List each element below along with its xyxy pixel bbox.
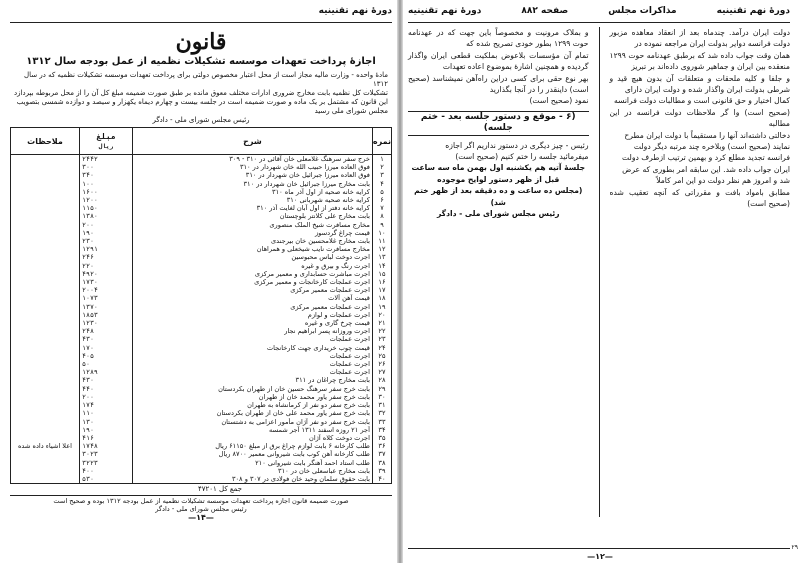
- row-number: ۳۶: [372, 442, 391, 450]
- row-note: [11, 450, 80, 458]
- paragraph-line: ایران جواب داده شد. این سابقه امر بطوری که عرض: [622, 164, 790, 174]
- row-amount: ۴۱۶: [80, 434, 133, 442]
- row-amount: ۱۳۸۰: [80, 212, 133, 220]
- row-note: [11, 221, 80, 229]
- row-description: قیمت چوب خریداری جهت کارخانجات: [133, 344, 373, 352]
- row-description: بابت خرج سفر دو نفر از کرمانشاه به طهران: [133, 401, 373, 409]
- row-amount: ۱۷۳۰: [80, 278, 133, 286]
- left-page-number: —۱۴—: [188, 513, 214, 523]
- row-amount: ۵۳۰: [80, 475, 133, 484]
- row-amount: ۱۳۷۰: [80, 303, 133, 311]
- row-number: ۲۱: [372, 319, 391, 327]
- row-amount: ۳۰۰: [80, 163, 133, 171]
- row-note: [11, 245, 80, 253]
- table-row: [11, 376, 392, 384]
- paragraph-line: همان وقت جواب داده شد که برطبق عهدنامه حوت ۱۲۹۹ منعقده بین ایران و جماهیر شوروی داده‌اند بر تبریز: [609, 50, 790, 72]
- row-amount: ۱۶۰۰: [80, 188, 133, 196]
- table-row: [11, 434, 392, 442]
- budget-table-header: [11, 128, 392, 155]
- row-description: اجرت عملجات معمیر مرکزی: [133, 303, 373, 311]
- table-row: [11, 204, 392, 212]
- row-note: [11, 385, 80, 393]
- row-amount: ۲۳۰: [80, 237, 133, 245]
- row-amount: ۱۷۴: [80, 401, 133, 409]
- row-number: ۱۴: [372, 262, 391, 270]
- row-description: اجرت وروزانه پسر ابراهیم نجار: [133, 327, 373, 335]
- row-amount: ۲۴۴۲: [80, 155, 133, 164]
- column-left: [408, 27, 589, 517]
- row-description: بابت مخارج غلامحسین خان بیرجندی: [133, 237, 373, 245]
- row-description: اجرت دوخت کلاه آژان: [133, 434, 373, 442]
- table-row: [11, 360, 392, 368]
- intro-line: این قانون که مشتمل بر یک ماده و صورت ضمیمه است در جلسه بیست و چهارم دیماه یکهزار و سیصد و دوازده شمسی بتصویب: [16, 98, 388, 106]
- row-note: [11, 196, 80, 204]
- row-number: ۵: [372, 188, 391, 196]
- paragraph-line: بهر نوع حقی برای کسی دراین راه‌آهن نمیشناسد (صحیح است) داینقدر را در آنجا بگذارید: [408, 73, 589, 95]
- intro-line: مادهٔ واحده - وزارت مالیه مجاز است از محل اعتبار مخصوص دولتی برای پرداخت تعهدات موسسه تشکیلات نظمیه که در سال ۱۳۱۲: [24, 71, 388, 88]
- table-row: [11, 450, 392, 458]
- table-row: [11, 155, 392, 164]
- row-number: ۳: [372, 171, 391, 179]
- table-row: [11, 311, 392, 319]
- row-description: اجرت عملجات: [133, 360, 373, 368]
- row-description: قیمت چراغ گردسوز: [133, 229, 373, 237]
- table-row: [11, 196, 392, 204]
- table-row: [11, 475, 392, 484]
- row-number: ۳۷: [372, 450, 391, 458]
- table-row: [11, 278, 392, 286]
- row-note: [11, 278, 80, 286]
- row-number: ۱۶: [372, 278, 391, 286]
- row-description: بابت خرج سفر یاور محمد علی خان از طهران بکردستان: [133, 409, 373, 417]
- row-amount: ۲۰۰۴: [80, 286, 133, 294]
- row-number: ۲۶: [372, 360, 391, 368]
- row-description: اجرت رنگ و بیرق و غیره: [133, 262, 373, 270]
- row-number: ۳۲: [372, 409, 391, 417]
- row-amount: ۳۴۰: [80, 171, 133, 179]
- row-number: ۱: [372, 155, 391, 164]
- running-head-volume-2: دورهٔ نهم تقنینیه: [408, 6, 482, 16]
- row-number: ۲۹: [372, 385, 391, 393]
- running-head-page: صفحه ۸۸۲: [521, 6, 569, 16]
- text-columns: [408, 27, 790, 517]
- row-description: اجرت عملجات و لوازم: [133, 311, 373, 319]
- row-description: کرایه خانه دفتر از اول آبان لغایت آذر ۳۱۰: [133, 204, 373, 212]
- table-row: [11, 163, 392, 171]
- row-amount: ۴۳۰: [80, 376, 133, 384]
- row-description: بابت مخارج عباسعلی خان در ۳۱۰: [133, 467, 373, 475]
- row-note: [11, 418, 80, 426]
- row-description: اجرت عملجات: [133, 335, 373, 343]
- row-number: ۲۷: [372, 368, 391, 376]
- row-description: مخارج مسافرت نایب شیخعلی و همراهان: [133, 245, 373, 253]
- row-number: ۳۳: [372, 418, 391, 426]
- row-note: [11, 344, 80, 352]
- row-description: کرایه خانه صحیه شهربانی ۳۱۰: [133, 196, 373, 204]
- row-description: طلب استاد احمد آهنگر بابت شیروانی ۲۱۰: [133, 459, 373, 467]
- paragraph-line: فرانسه تجدید مطلع کرد و بهمین ترتیب ازطرف دولت: [622, 153, 790, 163]
- row-amount: ۱۷۰: [80, 344, 133, 352]
- paragraph-line: رئیس - چیز دیگری در دستور نداریم اگر اجازه: [445, 140, 589, 150]
- paragraph-line: دولت ایران درآمد. چندماه بعد از انعقاد معاهده مزبور دولت فرانسه دوایر بدولت ایران مراجعه نموده در: [609, 28, 790, 49]
- table-row: [11, 294, 392, 302]
- row-number: ۲۵: [372, 352, 391, 360]
- total-label: جمع کل: [219, 485, 242, 494]
- row-amount: ۴۴۰: [80, 385, 133, 393]
- row-description: بابت خرج سفر سرهنگ حسین خان از طهران بکردستان: [133, 385, 373, 393]
- row-amount: ۱۱۰: [80, 409, 133, 417]
- row-number: ۱۱: [372, 237, 391, 245]
- row-number: ۲۰: [372, 311, 391, 319]
- right-page-number: —۱۲—: [587, 552, 613, 561]
- row-description: قیمت چرخ گاری و غیره: [133, 319, 373, 327]
- row-note: [11, 409, 80, 417]
- table-row: [11, 270, 392, 278]
- row-note: [11, 467, 80, 475]
- table-row: [11, 459, 392, 467]
- table-row: [11, 212, 392, 220]
- table-row: [11, 368, 392, 376]
- row-description: طلب کارخانه آهن کوب بابت شیروانی معمیر ۸۷۰۰ ریال: [133, 450, 373, 458]
- row-note: [11, 286, 80, 294]
- row-note: [11, 188, 80, 196]
- row-number: ۳۸: [372, 459, 391, 467]
- paragraph-line: و جلفا و کلیه ملحقات و متعلقات آن بدون هیچ قید و شرطی بدولت ایران واگذار شده و دولت ایران دارای: [609, 73, 790, 95]
- row-description: آجر ۲۱ روزه اسفند ۱۳۱۱ آجر شمسه: [133, 426, 373, 434]
- row-note: [11, 368, 80, 376]
- row-note: [11, 253, 80, 261]
- margin-number: ۲۹: [791, 544, 798, 551]
- right-page: [400, 0, 800, 563]
- row-number: ۲۸: [372, 376, 391, 384]
- row-amount: ۱۰۷۳: [80, 294, 133, 302]
- left-running-head: [10, 6, 392, 23]
- row-description: بابت خرج سفر یاور محمد خان از طهران: [133, 393, 373, 401]
- row-amount: ۱۷۴۸: [80, 442, 133, 450]
- header-note: ملاحظات: [11, 128, 80, 155]
- right-running-head: [408, 6, 790, 23]
- row-amount: ۴۰۰: [80, 467, 133, 475]
- row-note: [11, 319, 80, 327]
- row-note: [11, 237, 80, 245]
- running-head-volume: دورهٔ نهم تقنینیه: [716, 6, 790, 16]
- paragraph-line: تمام آن مؤسسات بلاعوض بملکیت قطعی ایران واگذار گردیده و همچنین اشارهٔ بموضوع اعاده تعهدات: [408, 50, 589, 72]
- row-amount: ۲۴۸: [80, 327, 133, 335]
- row-note: [11, 311, 80, 319]
- total-value: ۴۷۲۰۱: [197, 485, 217, 494]
- paragraph-line: کمال اختیار و حق قانونی است و مطالبات دولت فرانسه: [613, 96, 790, 106]
- row-amount: ۵۰: [80, 360, 133, 368]
- table-row: [11, 418, 392, 426]
- footnote-signature: رئیس مجلس شورای ملی - دادگر: [155, 505, 247, 514]
- table-row: [11, 352, 392, 360]
- row-note: [11, 352, 80, 360]
- speaker-signature: رئیس مجلس شورای ملی - دادگر: [436, 209, 560, 219]
- row-note: [11, 303, 80, 311]
- row-amount: ۱۹۰: [80, 426, 133, 434]
- law-intro: [14, 71, 388, 125]
- bottom-rule: [408, 548, 790, 549]
- row-note: [11, 335, 80, 343]
- paragraph-line: (صحیح است) وا گر ملاحظات دولت فرانسه در این مطالبه: [609, 107, 790, 129]
- row-description: مخارج مسافرت شیخ الملک منصوری: [133, 221, 373, 229]
- row-amount: ۳۲۲۳: [80, 459, 133, 467]
- row-note: [11, 155, 80, 164]
- column-right: [610, 27, 791, 517]
- row-description: فوق العاده میرزا جبرائیل خان شهردار در ۳۱۰: [133, 171, 373, 179]
- row-amount: ۱۰۰: [80, 180, 133, 188]
- row-number: ۶: [372, 196, 391, 204]
- row-number: ۸: [372, 212, 391, 220]
- row-number: ۱۲: [372, 245, 391, 253]
- row-description: بابت مخارج میرزا جبرائیل خان شهردار در ۳۱۰: [133, 180, 373, 188]
- row-description: بابت مخارج علی کلانتر بلوچستان: [133, 212, 373, 220]
- paragraph-line: دخالتی داشته‌اند آنها را مستقیماً با دولت ایران مطرح: [624, 130, 790, 140]
- row-amount: ۱۱۵۰: [80, 204, 133, 212]
- table-row: [11, 237, 392, 245]
- table-row: [11, 262, 392, 270]
- table-row: [11, 344, 392, 352]
- row-note: [11, 204, 80, 212]
- row-number: ۳۹: [372, 467, 391, 475]
- row-amount: ۱۲۹۱: [80, 245, 133, 253]
- row-note: [11, 426, 80, 434]
- row-description: بابت حقوق سلمان وحید خان فولادی در ۳۰۷ و ۳۰۸: [133, 475, 373, 484]
- row-number: ۱۸: [372, 294, 391, 302]
- row-amount: ۴۰۵: [80, 352, 133, 360]
- row-description: بابت خرج سفر دو نفر آژان مأمور اعزامی به دشتستان: [133, 418, 373, 426]
- header-desc: شرح: [133, 128, 373, 155]
- row-number: ۱۵: [372, 270, 391, 278]
- paragraph-line: نمایند (صحیح است) وبلاخره چند مرتبه دیگر دولت: [633, 142, 790, 152]
- row-note: [11, 212, 80, 220]
- row-number: ۹: [372, 221, 391, 229]
- row-number: ۱۷: [372, 286, 391, 294]
- row-number: ۱۹: [372, 303, 391, 311]
- paragraph-line: و بملاک مرونیت و مخصوصاً باین جهت که در عهدنامه حوت ۱۲۹۹ بطور خودی تصریح شده که: [408, 28, 589, 49]
- budget-table-body: [11, 155, 392, 484]
- table-row: [11, 442, 392, 450]
- table-row: [11, 221, 392, 229]
- row-note: اعلا اشیاء داده شده: [11, 442, 80, 450]
- intro-line: تشکیلات کل نظمیه بابت مخارج ضروری ادارات مختلف معوق مانده بر طبق صورت ضمیمه مبلغ کل آن را از محل مربوطه بپردازد: [14, 89, 388, 97]
- row-description: اجرت عملجات کارخانجات و معمیر مرکزی: [133, 278, 373, 286]
- row-note: [11, 294, 80, 302]
- row-note: [11, 434, 80, 442]
- table-row: [11, 171, 392, 179]
- table-row: [11, 319, 392, 327]
- row-amount: ۱۹۰: [80, 229, 133, 237]
- row-number: ۲۴: [372, 344, 391, 352]
- row-number: ۴: [372, 180, 391, 188]
- row-note: [11, 229, 80, 237]
- section-heading: (۶ - موقع و دستور جلسه بعد - ختم جلسه): [408, 111, 589, 136]
- row-description: فوق العاده میرزا حبیب الله خان شهردار در ۳۱۰: [133, 163, 373, 171]
- intro-line: مجلس شورای ملی رسید: [314, 107, 388, 115]
- row-amount: ۱۳۰: [80, 418, 133, 426]
- row-note: [11, 459, 80, 467]
- table-row: [11, 286, 392, 294]
- header-amount-unit: ریال: [98, 143, 114, 150]
- row-note: [11, 475, 80, 484]
- table-row: [11, 188, 392, 196]
- next-session-announcement: جلسهٔ آتیه هم یکشنبه اول بهمن ماه سه ساعت قبل از ظهر دستور لوایح موجوده: [411, 163, 586, 184]
- running-head-title: مذاکرات مجلس: [608, 6, 677, 16]
- row-description: کرایه خانه صحیه از اول آذر ماه ۳۱۰: [133, 188, 373, 196]
- row-number: ۳۰: [372, 393, 391, 401]
- row-note: [11, 393, 80, 401]
- table-row: [11, 385, 392, 393]
- table-row: [11, 467, 392, 475]
- budget-table: [10, 127, 392, 484]
- table-row: [11, 180, 392, 188]
- paragraph-line: میفرمائید جلسه را ختم کنیم (صحیح است): [455, 152, 589, 162]
- header-amount: [80, 128, 133, 155]
- table-row: [11, 409, 392, 417]
- row-description: اجرت عملجات معمیر مرکزی: [133, 286, 373, 294]
- row-description: اجرت عملجات: [133, 352, 373, 360]
- row-amount: ۲۰۰: [80, 393, 133, 401]
- row-number: ۳۱: [372, 401, 391, 409]
- paragraph-line: نمود (صحیح است): [529, 96, 589, 106]
- left-running-head-volume: دورهٔ نهم تقنینیه: [318, 6, 392, 16]
- table-row: [11, 229, 392, 237]
- row-note: [11, 171, 80, 179]
- row-note: [11, 376, 80, 384]
- column-divider: [599, 27, 600, 517]
- table-row: [11, 393, 392, 401]
- row-number: ۱۳: [372, 253, 391, 261]
- law-title: قانون: [175, 29, 227, 55]
- row-number: ۲۳: [372, 335, 391, 343]
- row-amount: ۲۰۰: [80, 221, 133, 229]
- row-number: ۷: [372, 204, 391, 212]
- row-note: [11, 401, 80, 409]
- row-number: ۲۲: [372, 327, 391, 335]
- paragraph-line: مطابق بامواد بافت و مقرراتی که آنچه تعقیب شده (صحیح است): [609, 187, 790, 209]
- law-subtitle: اجازهٔ پرداخت تعهدات موسسه تشکیلات نظمیه از عمل بودجه سال ۱۳۱۲: [26, 56, 376, 67]
- footnote-text: صورت ضمیمه قانون اجازه پرداخت تعهدات موسسه تشکیلات نظمیه از عمل بودجه ۱۳۱۲ بوده و صحیح است: [53, 497, 349, 506]
- table-row: [11, 401, 392, 409]
- table-row: [11, 303, 392, 311]
- header-no: نمره: [372, 128, 391, 155]
- table-row: [11, 327, 392, 335]
- row-description: اجرت دوخت لباس محبوسین: [133, 253, 373, 261]
- row-note: [11, 180, 80, 188]
- row-description: خرج سفر سرهنگ غلامعلی خان آقائی در ۳۱۰ - ۳۰۹: [133, 155, 373, 164]
- row-description: قیمت آهن آلات: [133, 294, 373, 302]
- intro-signature: رئیس مجلس شورای ملی - دادگر: [152, 116, 250, 124]
- row-amount: ۴۳۰: [80, 335, 133, 343]
- row-description: طلب کارخانه ۶ بابت لوازم چراغ برق از مبلغ ۶۱۱۵۰ ریال: [133, 442, 373, 450]
- row-amount: ۴۹۲۰: [80, 270, 133, 278]
- row-amount: ۱۲۸۹: [80, 368, 133, 376]
- table-row: [11, 426, 392, 434]
- row-description: اجرت مباشرت حسابداری و معمیر مرکزی: [133, 270, 373, 278]
- row-description: بابت مخارج چراغان در ۳۱۱: [133, 376, 373, 384]
- table-row: [11, 335, 392, 343]
- table-row: [11, 245, 392, 253]
- row-note: [11, 163, 80, 171]
- footnote: [10, 495, 392, 513]
- row-amount: ۳۰۲۳: [80, 450, 133, 458]
- row-amount: ۱۸۵۳: [80, 311, 133, 319]
- table-row: [11, 253, 392, 261]
- row-amount: ۱۲۰۰: [80, 196, 133, 204]
- row-note: [11, 360, 80, 368]
- row-amount: ۲۲۰: [80, 262, 133, 270]
- row-number: ۴۰: [372, 475, 391, 484]
- row-number: ۳۵: [372, 434, 391, 442]
- header-amount-label: مبلغ: [96, 132, 116, 141]
- row-description: اجرت عملجات: [133, 368, 373, 376]
- row-amount: ۱۲۳۰: [80, 319, 133, 327]
- row-amount: ۲۴۶: [80, 253, 133, 261]
- session-closing: (مجلس ده ساعت و ده دقیقه بعد از ظهر ختم شد): [414, 186, 583, 207]
- row-note: [11, 327, 80, 335]
- row-note: [11, 262, 80, 270]
- row-note: [11, 270, 80, 278]
- paragraph-line: شد و امروز هم نظر دولت دو این امر کاملاً: [656, 176, 790, 186]
- row-number: ۳۴: [372, 426, 391, 434]
- row-number: ۱۰: [372, 229, 391, 237]
- row-number: ۲: [372, 163, 391, 171]
- total-row: [10, 485, 392, 493]
